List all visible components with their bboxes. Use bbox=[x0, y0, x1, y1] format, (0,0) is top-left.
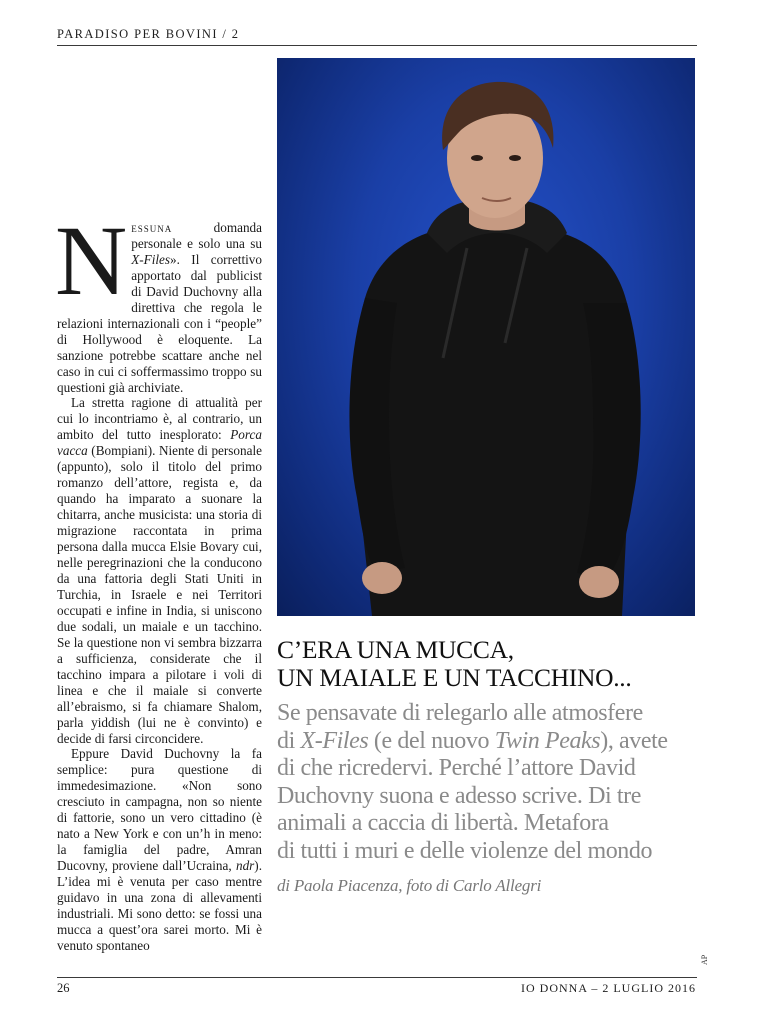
dek bbox=[277, 700, 707, 866]
paragraph-text: ). L’idea mi è venuta per caso mentre guidavo in una zona di allevamenti industriali. Mi sono detto: se fossi una mucca a quest’ora sarei morto. Mi è venuto spontaneo bbox=[57, 858, 262, 953]
paragraph-text: ». Il correttivo apportato dal publicist di David Duchovny alla direttiva che regola le relazioni internazionali con i “people” di Hollywood è eloquente. La sanzione potrebbe scattare anche nel caso in cui ci soffermassimo troppo su questioni già archiviate. bbox=[57, 251, 262, 395]
paragraph-text: Eppure David Duchovny la fa semplice: pura questione di immedesimazione. «Non sono cresciuto in campagna, non so niente di fattorie, sono un vero cittadino (è nato a New York e con un’h in meno: la famiglia del padre, Amran Ducovny, proviene dall’Ucraina, bbox=[57, 746, 262, 874]
top-rule bbox=[57, 45, 697, 46]
folio: IO DONNA – 2 LUGLIO 2016 bbox=[521, 981, 696, 995]
portrait-illustration bbox=[277, 58, 695, 616]
lead-smallcaps: essuna bbox=[131, 220, 173, 235]
page-number: 26 bbox=[57, 981, 70, 995]
dek-line: di tutti i muri e delle violenze del mondo bbox=[277, 837, 653, 864]
dek-line: animali a caccia di libertà. Metafora bbox=[277, 810, 609, 837]
dek-line: Se pensavate di relegarlo alle atmosfere bbox=[277, 700, 643, 726]
paragraph-text: La stretta ragione di attualità per cui lo incontriamo è, al contrario, un ambito del tutto inesplorato: bbox=[57, 395, 262, 443]
italic-title: X-Files bbox=[131, 251, 171, 267]
dek-line: di X-Files (e del nuovo Twin Peaks), avete bbox=[277, 727, 668, 754]
photo-credit: AP bbox=[700, 954, 709, 965]
dek-line: di che ricredervi. Perché l’attore David bbox=[277, 755, 636, 782]
article-paragraph bbox=[55, 205, 262, 395]
paragraph-text: (Bompiani). Niente di personale (appunto), solo il titolo del primo romanzo dell’attore, regista e, da quando ha imparato a suonare la chitarra, anche musicista: una storia di migrazione raccontata in prima persona dalla mucca Elsie Bovary cui, nelle peregrinazioni che la conducono da una fattoria degli Stati Uniti in Turchia, in Israele e nei Territori occupati e infine in India, si uniscono due sodali, un maiale e un tacchino. Se la questione non vi sembra bizzarra a sufficienza, considerate che il tacchino impara a pilotare i voli di linea e che il maiale si converte all’ebraismo, si fa chiamare Shalom, parla yiddish (lui ne è convinto) e decide di farsi circoncidere. bbox=[57, 443, 262, 746]
headline-line: C’ERA UNA MUCCA, bbox=[277, 635, 514, 664]
bottom-rule bbox=[57, 977, 697, 978]
headline bbox=[277, 636, 697, 692]
running-head: PARADISO PER BOVINI / 2 bbox=[57, 27, 240, 41]
article-paragraph bbox=[57, 395, 262, 746]
italic-title: Porca vacca bbox=[57, 427, 262, 459]
drop-cap: N bbox=[55, 205, 128, 316]
portrait-photo bbox=[277, 58, 695, 616]
byline: di Paola Piacenza, foto di Carlo Allegri bbox=[277, 876, 542, 895]
italic-note: ndr bbox=[235, 858, 255, 874]
dek-line: Duchovny suona e adesso scrive. Di tre bbox=[277, 782, 642, 809]
headline-line: UN MAIALE E UN TACCHINO... bbox=[277, 663, 632, 692]
article-paragraph bbox=[57, 746, 262, 953]
paragraph-text: domanda personale e solo una su bbox=[131, 220, 262, 251]
article-body bbox=[55, 205, 262, 954]
